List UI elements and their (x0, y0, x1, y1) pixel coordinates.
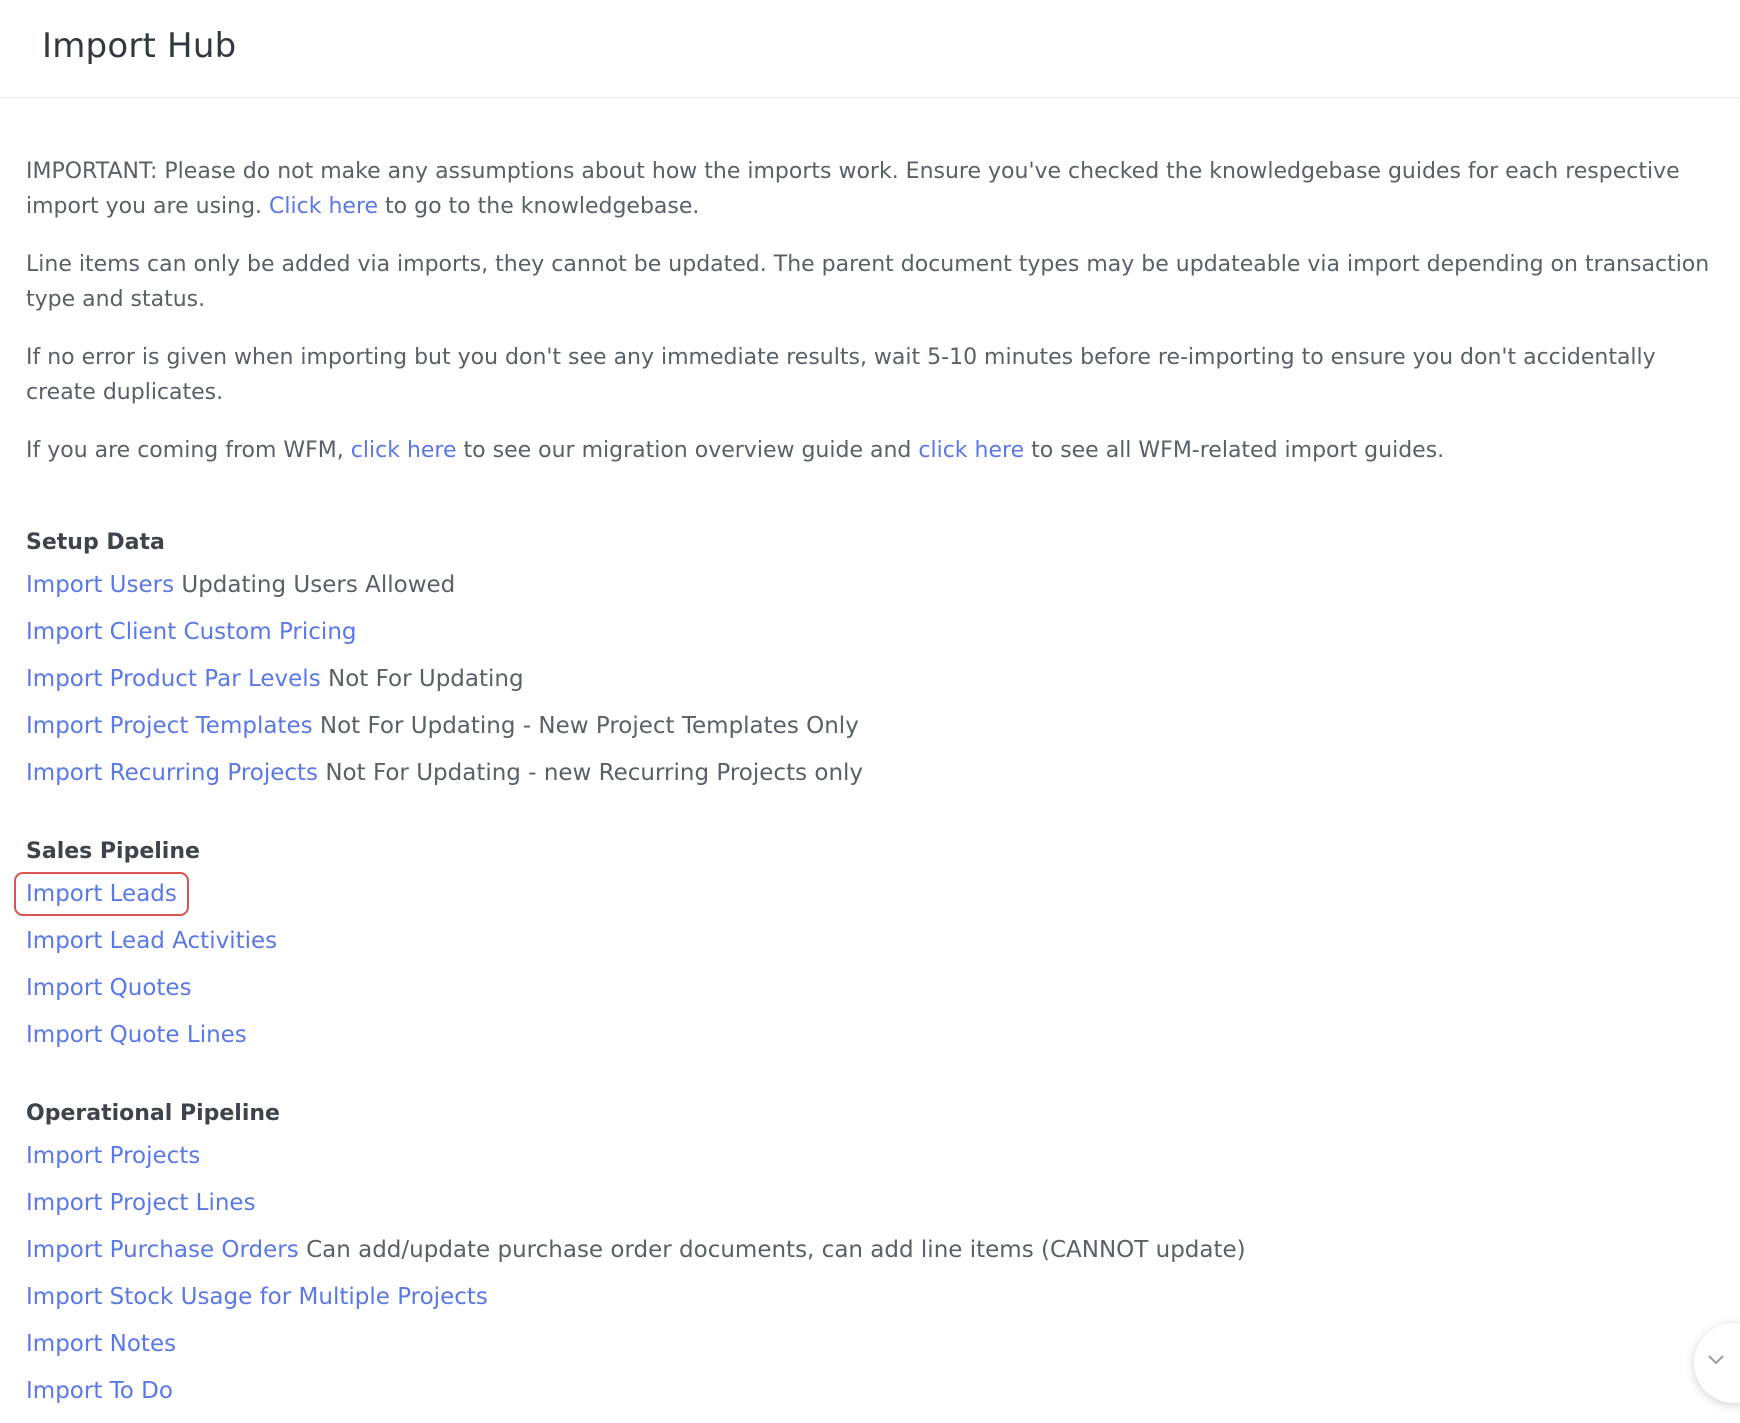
import-item (26, 1012, 1714, 1059)
wfm-text-b: to see our migration overview guide and (463, 438, 912, 463)
section-sales-pipeline (26, 835, 1714, 1059)
import-item (26, 1133, 1714, 1180)
import-item (26, 1321, 1714, 1368)
migration-guide-link[interactable]: click here (350, 438, 457, 463)
import-project-lines-link[interactable]: Import Project Lines (26, 1190, 256, 1216)
import-quotes-link[interactable]: Import Quotes (26, 975, 192, 1001)
import-leads-link[interactable]: Import Leads (14, 872, 189, 916)
main-content (0, 98, 1740, 1415)
section-title-operational-pipeline: Operational Pipeline (26, 1101, 280, 1126)
section-operational-pipeline (26, 1097, 1714, 1415)
import-recurring-projects-link[interactable]: Import Recurring Projects (26, 760, 319, 786)
import-users-link[interactable]: Import Users (26, 572, 175, 598)
section-title-sales-pipeline: Sales Pipeline (26, 839, 200, 864)
import-notes-link[interactable]: Import Notes (26, 1331, 177, 1357)
import-note: Not For Updating (328, 666, 524, 692)
section-title-setup-data: Setup Data (26, 530, 165, 555)
intro-paragraph-important (26, 154, 1714, 224)
knowledgebase-link[interactable]: Click here (269, 194, 379, 219)
import-projects-link[interactable]: Import Projects (26, 1143, 201, 1169)
chevron-down-icon (1708, 1355, 1724, 1365)
import-item (26, 609, 1714, 656)
import-note: Can add/update purchase order documents, can add line items (CANNOT update) (306, 1237, 1246, 1263)
import-item (26, 1368, 1714, 1415)
section-setup-data (26, 526, 1714, 797)
page-header (0, 0, 1740, 98)
import-item (26, 1227, 1714, 1274)
import-note: Updating Users Allowed (181, 572, 456, 598)
wfm-text-a: If you are coming from WFM, (26, 438, 344, 463)
intro-paragraph-wait: If no error is given when importing but you don't see any immediate results, wait 5-10 minutes before re-importing to ensure you don't accidentally create duplicates. (26, 345, 1656, 405)
import-item (26, 918, 1714, 965)
import-to-do-link[interactable]: Import To Do (26, 1378, 173, 1404)
import-note: Not For Updating - new Recurring Projects only (325, 760, 864, 786)
intro-text-tail: to go to the knowledgebase. (385, 194, 700, 219)
import-item (26, 965, 1714, 1012)
intro-paragraph-line-items: Line items can only be added via imports, they cannot be updated. The parent document types may be updateable via import depending on transaction type and status. (26, 252, 1710, 312)
import-item (26, 1274, 1714, 1321)
intro-paragraph-wfm (26, 433, 1714, 468)
import-stock-usage-link[interactable]: Import Stock Usage for Multiple Projects (26, 1284, 488, 1310)
import-project-templates-link[interactable]: Import Project Templates (26, 713, 313, 739)
import-product-par-levels-link[interactable]: Import Product Par Levels (26, 666, 321, 692)
import-item (26, 703, 1714, 750)
import-client-custom-pricing-link[interactable]: Import Client Custom Pricing (26, 619, 357, 645)
import-quote-lines-link[interactable]: Import Quote Lines (26, 1022, 247, 1048)
intro-text: IMPORTANT: Please do not make any assumptions about how the imports work. Ensure you've checked the knowledgebase guides for each respective import you are using. (26, 159, 1680, 219)
wfm-text-c: to see all WFM-related import guides. (1031, 438, 1445, 463)
import-item (26, 871, 1714, 918)
import-item (26, 1180, 1714, 1227)
page-title: Import Hub (42, 26, 237, 66)
import-lead-activities-link[interactable]: Import Lead Activities (26, 928, 278, 954)
import-note: Not For Updating - New Project Templates Only (319, 713, 859, 739)
import-purchase-orders-link[interactable]: Import Purchase Orders (26, 1237, 299, 1263)
wfm-import-guides-link[interactable]: click here (918, 438, 1025, 463)
import-item (26, 656, 1714, 703)
import-item (26, 562, 1714, 609)
import-item (26, 750, 1714, 797)
